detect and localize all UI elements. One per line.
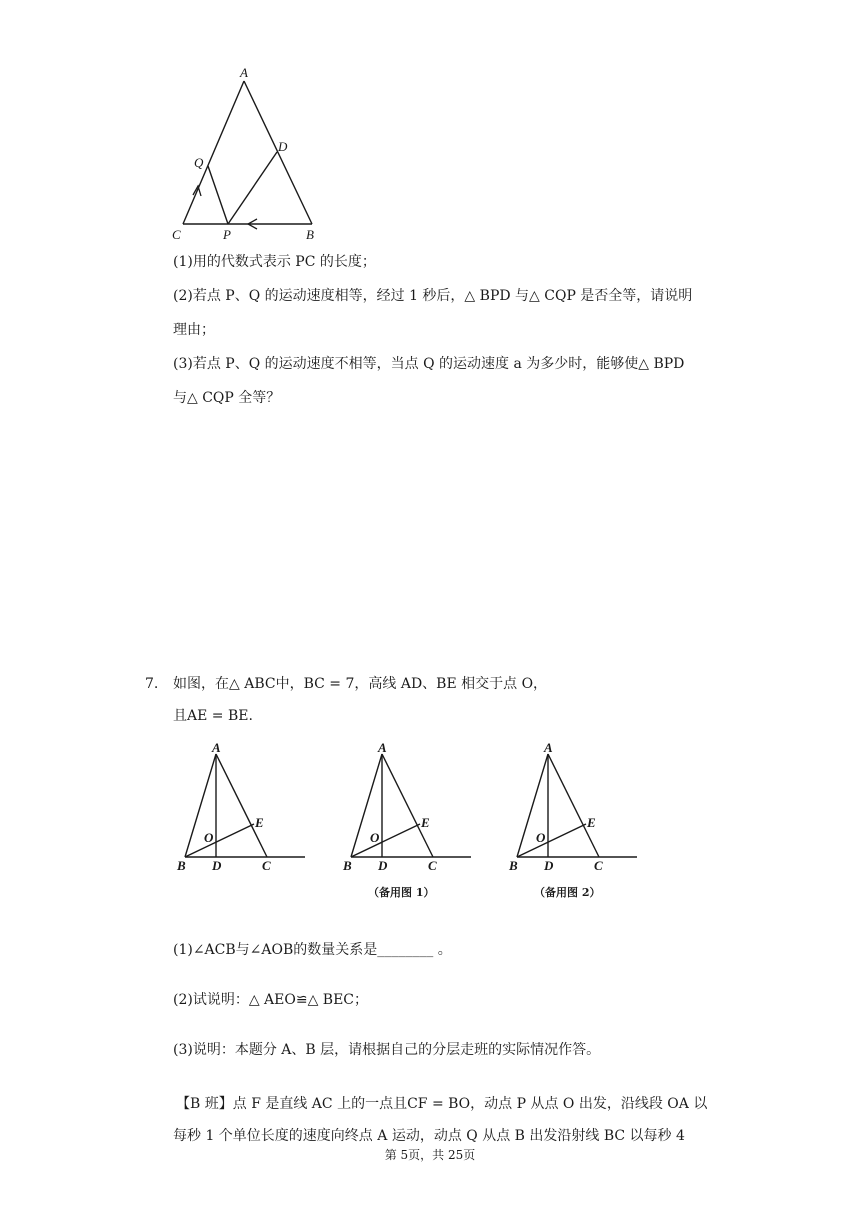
figure-segment [216,754,267,857]
figure-label: A [212,740,221,755]
q7-stem-line1: 如图，在△ ABC中，BC = 7，高线 AD、BE 相交于点 O， [173,676,548,692]
q6-part2-line2: 理由； [173,322,215,338]
label-D: D [278,139,288,154]
figure-label: O [370,830,380,845]
label-P: P [223,227,231,242]
caption-backup-figure-2: （备用图 2） [534,886,601,899]
label-C: C [172,227,181,242]
figure-label: A [544,740,553,755]
q6-part1: (1)用的代数式表示 PC 的长度； [173,254,376,270]
figure-segment [548,754,599,857]
q7-number: 7. [145,676,159,692]
page-footer: 第 5页，共 25页 [384,1148,476,1162]
figure-label: O [204,830,214,845]
triangle-figure-backup1 [338,740,478,876]
figure-label: C [428,858,437,873]
figure-label: O [536,830,546,845]
triangle-figure-main [172,740,312,876]
label-B: B [306,227,314,242]
figure-label: E [587,815,596,830]
q7-b-class-line1: 【B 班】点 F 是直线 AC 上的一点且CF = BO，动点 P 从点 O 出发，沿线段 OA 以 [176,1096,708,1112]
label-A: A [240,65,248,80]
figure-label: B [177,858,186,873]
figure-segment [517,824,586,857]
triangle-figure-top [165,62,335,244]
triangle-figure-backup2 [504,740,644,876]
figure-segment [351,824,420,857]
figure-segment [382,754,433,857]
figure-label: A [378,740,387,755]
figure-label: B [343,858,352,873]
figure-label: B [509,858,518,873]
figure-label: D [212,858,222,873]
q7-stem-line2: 且AE = BE. [173,708,253,724]
figure-segment [185,824,254,857]
segment-DP [228,152,277,224]
segment-AC [183,81,244,224]
figure-label: C [594,858,603,873]
q7-b-class-line2: 每秒 1 个单位长度的速度向终点 A 运动，动点 Q 从点 B 出发沿射线 BC 以每秒 4 [173,1128,685,1144]
figure-label: C [262,858,271,873]
segment-QP [208,166,228,224]
q6-part3-line1: (3)若点 P、Q 的运动速度不相等，当点 Q 的运动速度 a 为多少时，能够使△ BPD [173,356,685,372]
q7-part1: (1)∠ACB与∠AOB的数量关系是________ 。 [173,942,452,958]
figure-label: E [255,815,264,830]
figure-label: E [421,815,430,830]
q6-part2-line1: (2)若点 P、Q 的运动速度相等，经过 1 秒后，△ BPD 与△ CQP 是否全等，请说明 [173,288,693,304]
q7-part3: (3)说明：本题分 A、B 层，请根据自己的分层走班的实际情况作答。 [173,1042,601,1058]
label-Q: Q [194,155,204,170]
q7-part2: (2)试说明：△ AEO≌△ BEC； [173,992,369,1008]
q6-part3-line2: 与△ CQP 全等？ [173,390,281,406]
figure-label: D [378,858,388,873]
figure-label: D [544,858,554,873]
caption-backup-figure-1: （备用图 1） [368,886,435,899]
